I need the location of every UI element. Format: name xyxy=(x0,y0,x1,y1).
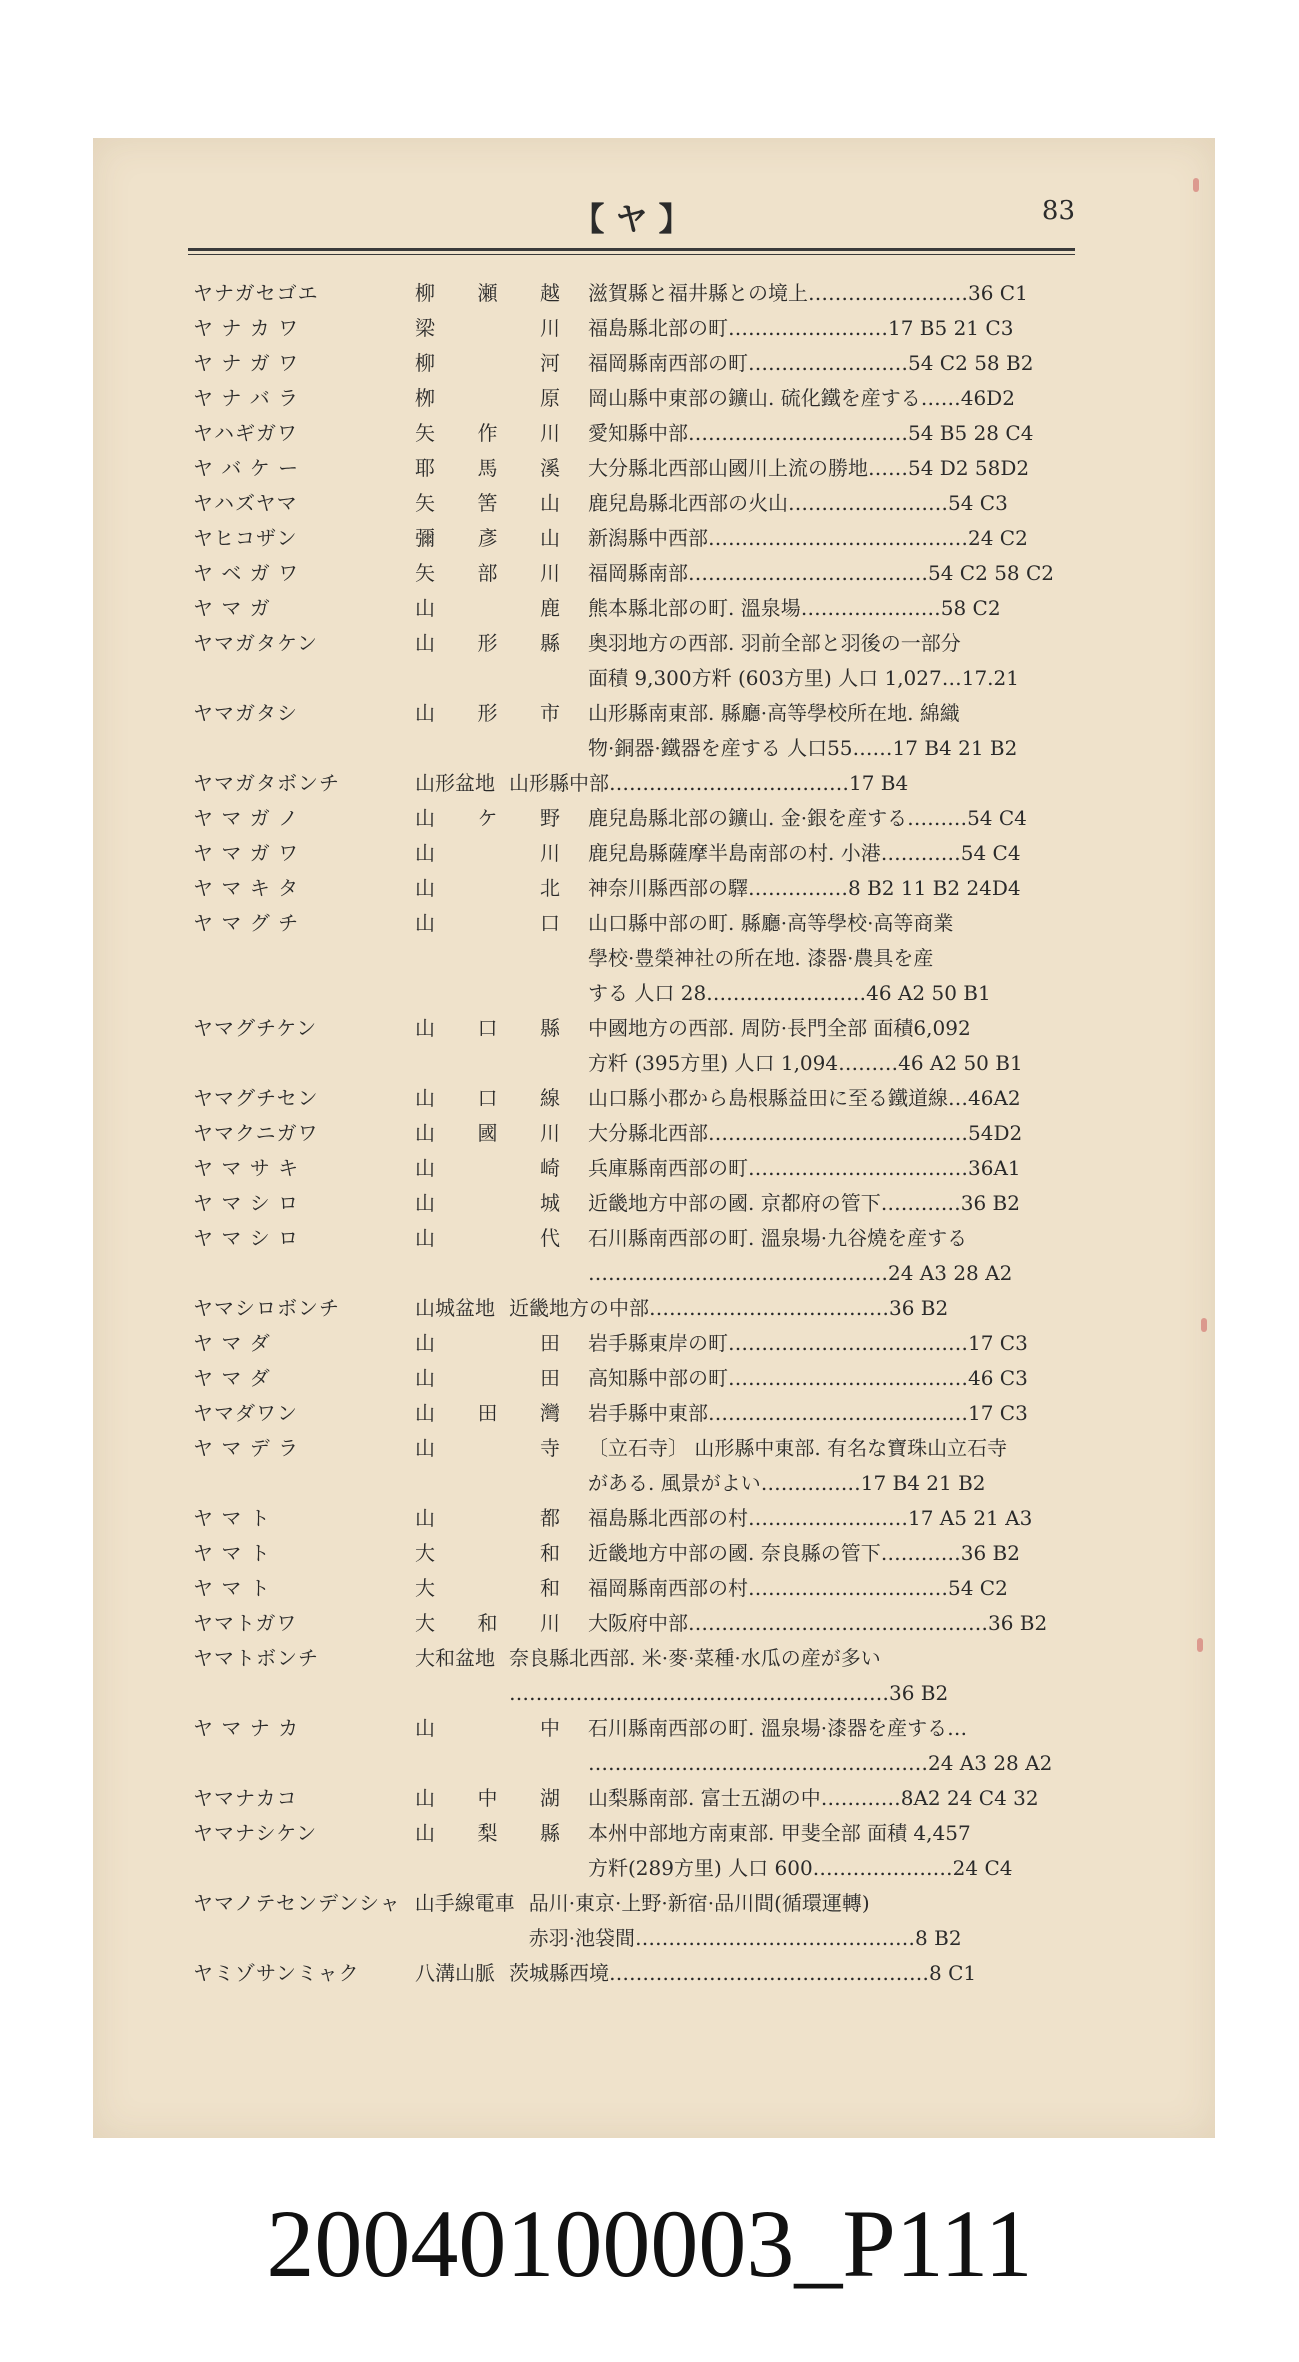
entry-reading: ヤハズヤマ xyxy=(193,491,298,515)
list-item xyxy=(193,871,1193,906)
entry-reading: ヤマグチセン xyxy=(193,1086,319,1110)
list-item xyxy=(193,1571,1193,1606)
entry-place-name: 山國川 xyxy=(415,1121,560,1145)
entry-reading: ヤマナカコ xyxy=(193,1786,298,1810)
list-item xyxy=(193,1956,1193,1991)
entry-place-name: 山手線電車 xyxy=(414,1891,515,1915)
entry-place-name: 山 川 xyxy=(415,841,560,865)
list-item xyxy=(193,311,1193,346)
entry-description: 岩手縣東岸の町………………………………17 C3 xyxy=(588,1331,1028,1355)
entry-reading: ヤ ベ ガ ワ xyxy=(193,561,300,585)
list-item xyxy=(193,451,1193,486)
entry-description: 兵庫縣南西部の町……………………………36A1 xyxy=(588,1156,1021,1180)
entry-description: 近畿地方中部の國. 奈良縣の管下…………36 B2 xyxy=(588,1541,1020,1565)
entry-description: 〔立石寺〕 山形縣中東部. 有名な寶珠山立石寺 がある. 風景がよい……………17 B4 21 B2 xyxy=(588,1436,1008,1495)
entry-description: 近畿地方の中部………………………………36 B2 xyxy=(509,1296,949,1320)
list-item xyxy=(193,1711,1193,1781)
list-item xyxy=(193,766,1193,801)
entry-description: 大分縣北西部…………………………………54D2 xyxy=(588,1121,1023,1145)
entry-place-name: 山形縣 xyxy=(415,631,560,655)
entry-place-name: 大 和 xyxy=(415,1541,560,1565)
list-item xyxy=(193,486,1193,521)
entry-reading: ヤマグチケン xyxy=(193,1016,318,1040)
entry-place-name: 大和川 xyxy=(415,1611,560,1635)
entry-reading: ヤミゾサンミャク xyxy=(193,1961,360,1985)
entry-reading: ヤマガタケン xyxy=(193,631,318,655)
entry-description: 福島縣北西部の村……………………17 A5 21 A3 xyxy=(588,1506,1033,1530)
entry-description: 福島縣北部の町……………………17 B5 21 C3 xyxy=(588,316,1014,340)
section-heading: 【 ヤ 】 xyxy=(572,200,691,238)
list-item xyxy=(193,1816,1193,1886)
entry-description: 岩手縣中東部…………………………………17 C3 xyxy=(588,1401,1028,1425)
entry-reading: ヤマガタボンチ xyxy=(193,771,340,795)
entry-place-name: 矢作川 xyxy=(415,421,560,445)
entry-description: 神奈川縣西部の驛……………8 B2 11 B2 24D4 xyxy=(588,876,1021,900)
entry-reading: ヤハギガワ xyxy=(193,421,298,445)
list-item xyxy=(193,591,1193,626)
entry-place-name: 山形盆地 xyxy=(415,771,495,795)
entry-reading: ヤ マ グ チ xyxy=(193,911,300,935)
entry-description: 中國地方の西部. 周防·長門全部 面積6,092 方粁 (395方里) 人口 1,094………46 A2 50 B1 xyxy=(588,1016,1023,1075)
list-item xyxy=(193,696,1193,766)
header-divider xyxy=(188,248,1075,251)
page-number: 83 xyxy=(1041,196,1075,226)
entry-place-name: 山口縣 xyxy=(415,1016,560,1040)
list-item xyxy=(193,1011,1193,1081)
list-item xyxy=(193,1396,1193,1431)
entry-description: 本州中部地方南東部. 甲斐全部 面積 4,457 方粁(289方里) 人口 600…………………24 C4 xyxy=(588,1821,1013,1880)
entry-description: 石川縣南西部の町. 溫泉場·九谷燒を産する ………………………………………24 A3 28 A2 xyxy=(588,1226,1013,1285)
list-item xyxy=(193,416,1193,451)
entry-place-name: 柳瀬越 xyxy=(415,281,560,305)
entry-place-name: 柳 河 xyxy=(415,351,560,375)
entry-reading: ヤ ナ カ ワ xyxy=(193,316,300,340)
entry-reading: ヤナガセゴエ xyxy=(193,281,319,305)
list-item xyxy=(193,1431,1193,1501)
entry-reading: ヤ マ ダ xyxy=(193,1331,271,1355)
list-item xyxy=(193,1186,1193,1221)
entry-place-name: 山梨縣 xyxy=(415,1821,560,1845)
entry-place-name: 矢筈山 xyxy=(415,491,560,515)
ink-spot xyxy=(1197,1638,1203,1652)
entry-reading: ヤ マ シ ロ xyxy=(193,1191,300,1215)
entry-description: 奥羽地方の西部. 羽前全部と羽後の一部分 面積 9,300方粁 (603方里) 人口 1,027…17.21 xyxy=(588,631,1019,690)
list-item xyxy=(193,1361,1193,1396)
entry-description: 茨城縣西境…………………………………………8 C1 xyxy=(509,1961,977,1985)
entry-description: 福岡縣南部………………………………54 C2 58 C2 xyxy=(588,561,1055,585)
list-item xyxy=(193,381,1193,416)
entry-reading: ヤマガタシ xyxy=(193,701,298,725)
list-item xyxy=(193,1326,1193,1361)
entry-reading: ヤ マ サ キ xyxy=(193,1156,300,1180)
book-page xyxy=(93,138,1215,2138)
list-item xyxy=(193,1606,1193,1641)
entry-description: 福岡縣南西部の村…………………………54 C2 xyxy=(588,1576,1008,1600)
list-item xyxy=(193,1116,1193,1151)
entry-reading: ヤ ナ ガ ワ xyxy=(193,351,300,375)
list-item xyxy=(193,1781,1193,1816)
entry-place-name: 八溝山脈 xyxy=(415,1961,495,1985)
list-item xyxy=(193,906,1193,1011)
entry-reading: ヤマシロボンチ xyxy=(193,1296,340,1320)
entry-description: 岡山縣中東部の鑛山. 硫化鐵を産する……46D2 xyxy=(588,386,1015,410)
list-item xyxy=(193,276,1193,311)
list-item xyxy=(193,1886,1193,1956)
entry-reading: ヤ マ ト xyxy=(193,1506,271,1530)
entry-description: 近畿地方中部の國. 京都府の管下…………36 B2 xyxy=(588,1191,1020,1215)
entry-description: 石川縣南西部の町. 溫泉場·漆器を産する… ……………………………………………24 A3 28 A2 xyxy=(588,1716,1053,1775)
entry-place-name: 山中湖 xyxy=(415,1786,560,1810)
entry-description: 山梨縣南部. 富士五湖の中…………8A2 24 C4 32 xyxy=(588,1786,1039,1810)
entry-description: 山口縣中部の町. 縣廳·高等學校·高等商業 學校·豊榮神社の所在地. 漆器·農具を産 する 人口 28……………………46 A2 50 B1 xyxy=(588,911,991,1005)
entry-reading: ヤ マ デ ラ xyxy=(193,1436,300,1460)
list-item xyxy=(193,1221,1193,1291)
entry-place-name: 矢部川 xyxy=(415,561,560,585)
entry-description: 大分縣北西部山國川上流の勝地……54 D2 58D2 xyxy=(588,456,1030,480)
list-item xyxy=(193,1641,1193,1711)
entry-place-name: 山ケ野 xyxy=(415,806,560,830)
entry-reading: ヤ マ ト xyxy=(193,1541,271,1565)
entry-description: 愛知縣中部……………………………54 B5 28 C4 xyxy=(588,421,1034,445)
entry-place-name: 山 口 xyxy=(415,911,560,935)
list-item xyxy=(193,1291,1193,1326)
entry-reading: ヤ マ シ ロ xyxy=(193,1226,300,1250)
entry-reading: ヤマトガワ xyxy=(193,1611,298,1635)
list-item xyxy=(193,836,1193,871)
entry-description: 鹿兒島縣薩摩半島南部の村. 小港…………54 C4 xyxy=(588,841,1021,865)
entry-reading: ヤヒコザン xyxy=(193,526,298,550)
entry-reading: ヤマダワン xyxy=(193,1401,298,1425)
entry-place-name: 山 中 xyxy=(415,1716,560,1740)
list-item xyxy=(193,1081,1193,1116)
entry-place-name: 山 田 xyxy=(415,1331,560,1355)
entry-reading: ヤマクニガワ xyxy=(193,1121,319,1145)
entry-reading: ヤ マ ト xyxy=(193,1576,271,1600)
entry-description: 福岡縣南西部の町……………………54 C2 58 B2 xyxy=(588,351,1034,375)
entry-reading: ヤ マ ガ ワ xyxy=(193,841,300,865)
entry-place-name: 彌彥山 xyxy=(415,526,560,550)
entry-reading: ヤ マ ガ ノ xyxy=(193,806,300,830)
ink-spot xyxy=(1193,178,1199,192)
entry-description: 高知縣中部の町………………………………46 C3 xyxy=(588,1366,1028,1390)
entry-place-name: 大和盆地 xyxy=(415,1646,495,1670)
list-item xyxy=(193,801,1193,836)
list-item xyxy=(193,556,1193,591)
entry-place-name: 大 和 xyxy=(415,1576,560,1600)
entry-description: 山口縣小郡から島根縣益田に至る鐵道線…46A2 xyxy=(588,1086,1021,1110)
entry-place-name: 山 寺 xyxy=(415,1436,560,1460)
entry-description: 新潟縣中西部…………………………………24 C2 xyxy=(588,526,1028,550)
entry-place-name: 山 代 xyxy=(415,1226,560,1250)
entry-description: 鹿兒島縣北部の鑛山. 金·銀を産する………54 C4 xyxy=(588,806,1027,830)
entry-place-name: 山形市 xyxy=(415,701,560,725)
entry-place-name: 耶馬溪 xyxy=(415,456,560,480)
entry-place-name: 山 田 xyxy=(415,1366,560,1390)
entry-place-name: 山田灣 xyxy=(415,1401,560,1425)
entry-place-name: 山 北 xyxy=(415,876,560,900)
entry-reading: ヤ マ ガ xyxy=(193,596,271,620)
page-header xyxy=(188,194,1075,238)
entry-place-name: 山口線 xyxy=(415,1086,560,1110)
entry-place-name: 山 都 xyxy=(415,1506,560,1530)
list-item xyxy=(193,346,1193,381)
entry-reading: ヤ ナ バ ラ xyxy=(193,386,300,410)
gazetteer-entries xyxy=(193,276,1193,1991)
ink-spot xyxy=(1201,1318,1207,1332)
entry-reading: ヤマトボンチ xyxy=(193,1646,319,1670)
image-caption: 20040100003_P111 xyxy=(266,2190,1033,2297)
list-item xyxy=(193,1501,1193,1536)
entry-description: 鹿兒島縣北西部の火山……………………54 C3 xyxy=(588,491,1008,515)
entry-description: 滋賀縣と福井縣との境上……………………36 C1 xyxy=(588,281,1028,305)
entry-place-name: 山 鹿 xyxy=(415,596,560,620)
entry-reading: ヤ バ ケ ー xyxy=(193,456,300,480)
entry-place-name: 山 崎 xyxy=(415,1156,560,1180)
entry-place-name: 梁 川 xyxy=(415,316,560,340)
entry-description: 大阪府中部………………………………………36 B2 xyxy=(588,1611,1048,1635)
entry-reading: ヤマノテセンデンシャ xyxy=(193,1891,401,1915)
entry-reading: ヤ マ キ タ xyxy=(193,876,300,900)
entry-reading: ヤマナシケン xyxy=(193,1821,318,1845)
entry-description: 山形縣中部………………………………17 B4 xyxy=(509,771,909,795)
entry-place-name: 山城盆地 xyxy=(415,1296,495,1320)
entry-description: 熊本縣北部の町. 溫泉場…………………58 C2 xyxy=(588,596,1001,620)
entry-reading: ヤ マ ダ xyxy=(193,1366,271,1390)
entry-reading: ヤ マ ナ カ xyxy=(193,1716,300,1740)
entry-description: 品川·東京·上野·新宿·品川間(循環運轉) 赤羽·池袋間……………………………………8 B2 xyxy=(528,1891,962,1950)
entry-place-name: 栁 原 xyxy=(415,386,560,410)
entry-description: 山形縣南東部. 縣廳·高等學校所在地. 綿織 物·銅器·鐵器を産する 人口55……17 B4 21 B2 xyxy=(588,701,1018,760)
list-item xyxy=(193,521,1193,556)
list-item xyxy=(193,1151,1193,1186)
list-item xyxy=(193,626,1193,696)
entry-place-name: 山 城 xyxy=(415,1191,560,1215)
entry-description: 奈良縣北西部. 米·麥·菜種·水瓜の産が多い …………………………………………………36 B2 xyxy=(509,1646,949,1705)
list-item xyxy=(193,1536,1193,1571)
